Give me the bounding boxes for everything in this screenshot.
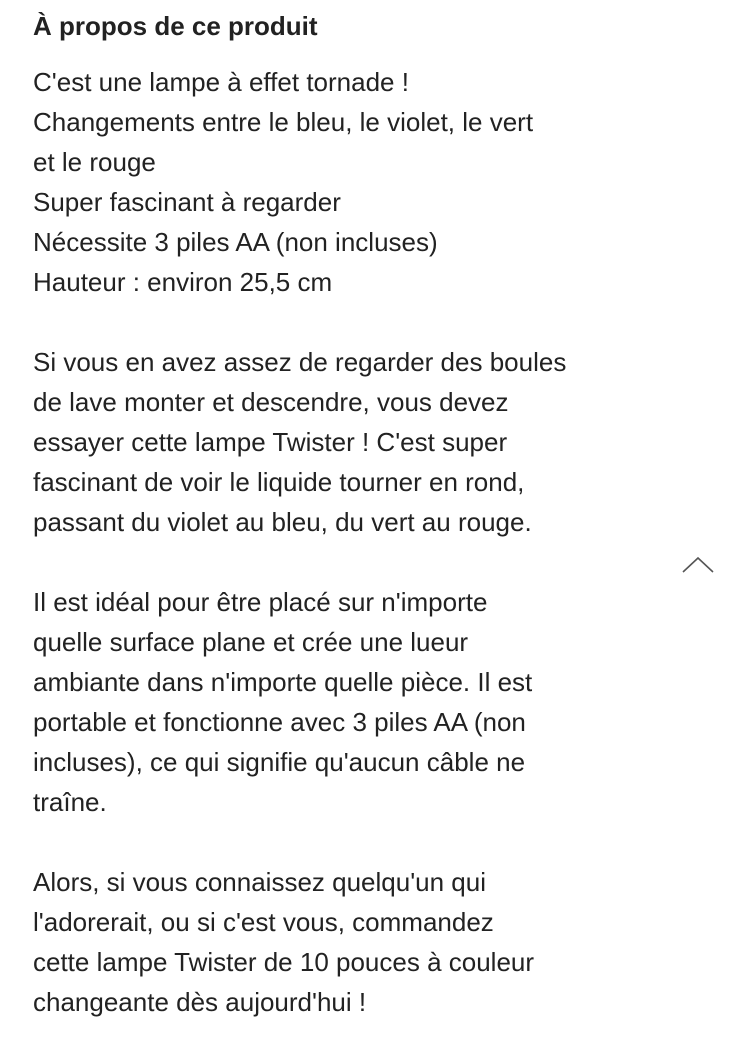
description-line: incluses), ce qui signifie qu'aucun câble ne	[33, 747, 526, 777]
description-line: essayer cette lampe Twister ! C'est super	[33, 427, 508, 457]
description-line: Il est idéal pour être placé sur n'importe	[33, 587, 488, 617]
description-line: changeante dès aujourd'hui !	[33, 987, 367, 1017]
description-line: fascinant de voir le liquide tourner en rond,	[33, 467, 525, 497]
description-line: cette lampe Twister de 10 pouces à couleur	[33, 947, 535, 977]
description-line: passant du violet au bleu, du vert au rouge.	[33, 507, 532, 537]
description-line: traîne.	[33, 787, 107, 817]
description-line: quelle surface plane et crée une lueur	[33, 627, 469, 657]
description-line: Nécessite 3 piles AA (non incluses)	[33, 227, 438, 257]
description-line: Si vous en avez assez de regarder des boules	[33, 347, 567, 377]
description-paragraph	[33, 342, 683, 542]
description-line: l'adorerait, ou si c'est vous, commandez	[33, 907, 494, 937]
chevron-up-icon	[681, 555, 715, 575]
description-line: Alors, si vous connaissez quelqu'un qui	[33, 867, 487, 897]
description-line: C'est une lampe à effet tornade !	[33, 67, 409, 97]
description-line: ambiante dans n'importe quelle pièce. Il est	[33, 667, 533, 697]
section-title: À propos de ce produit	[33, 11, 318, 41]
description-paragraph	[33, 62, 683, 302]
description-line: Super fascinant à regarder	[33, 187, 341, 217]
product-description	[33, 62, 683, 1062]
description-paragraph	[33, 862, 683, 1022]
description-line: et le rouge	[33, 147, 156, 177]
description-line: Changements entre le bleu, le violet, le vert	[33, 107, 534, 137]
collapse-button[interactable]	[678, 548, 718, 582]
description-paragraph	[33, 582, 683, 822]
description-line: Hauteur : environ 25,5 cm	[33, 267, 333, 297]
description-line: de lave monter et descendre, vous devez	[33, 387, 509, 417]
description-line: portable et fonctionne avec 3 piles AA (non	[33, 707, 526, 737]
